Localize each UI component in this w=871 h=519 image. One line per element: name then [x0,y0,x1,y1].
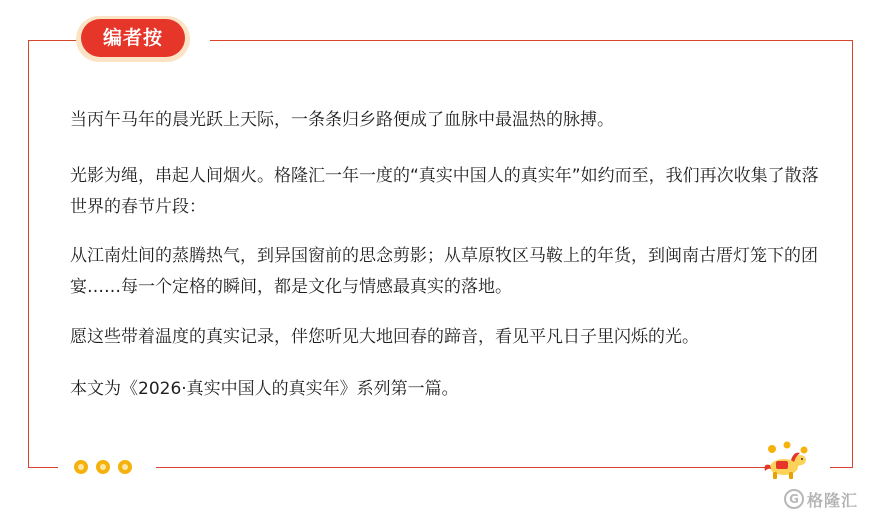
paragraph-5: 本文为《2026·真实中国人的真实年》系列第一篇。 [70,379,459,399]
frame-left-line [28,40,29,468]
watermark [784,487,858,511]
frame-bottom-middle-line [156,467,768,468]
watermark-text: 格隆汇 [807,490,859,510]
gold-dot-icon [118,460,132,474]
paragraph-1: 当丙午马年的晨光跃上天际，一条条归乡路便成了血脉中最温热的脉搏。 [70,110,614,130]
editor-note-label: 编者按 [81,19,185,57]
horse-mascot-icon [760,440,812,480]
editor-note-badge [76,16,190,62]
paragraph-2: 光影为绳，串起人间烟火。格隆汇一年一度的“真实中国人的真实年”如约而至，我们再次收集了散落世界的春节片段： [70,166,819,217]
frame-bottom-right-line [830,467,853,468]
paragraph-4: 愿这些带着温度的真实记录，伴您听见大地回春的蹄音，看见平凡日子里闪烁的光。 [70,327,699,347]
frame-top-right-line [210,40,853,41]
gold-dot-icon [96,460,110,474]
frame-bottom-left-line [28,467,58,468]
gold-dot-icon [74,460,88,474]
gelonghui-logo-icon: G [784,489,804,509]
frame-top-left-line [28,40,80,41]
paragraph-3: 从江南灶间的蒸腾热气，到异国窗前的思念剪影；从草原牧区马鞍上的年货，到闽南古厝灯笼下的团宴……每一个定格的瞬间，都是文化与情感最真实的落地。 [70,246,818,297]
frame-right-line [852,40,853,468]
